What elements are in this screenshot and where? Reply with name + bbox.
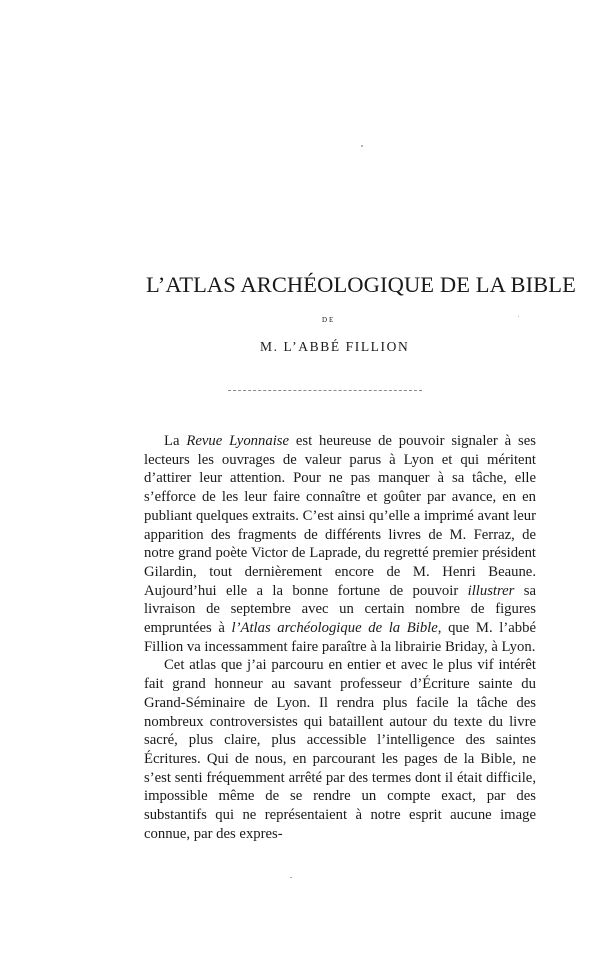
italic-text: illustrer — [467, 582, 515, 599]
text-run: La — [164, 433, 187, 449]
italic-text: l’Atlas archéologique de la Bible — [231, 620, 438, 637]
author-line: M. L’ABBÉ FILLION — [260, 339, 410, 354]
page-speck — [290, 877, 292, 878]
paragraph-1 — [144, 432, 536, 656]
text-run: est heureuse de pouvoir signaler à ses lecteurs les ouvrages de valeur parus à Lyon et qui méritent d’attirer leur attention. Pour ne pas manquer à sa tâche, elle s’efforce de les leur faire connaître et goûter par avance, en en publiant quelques extraits. C’est ainsi qu’elle a imprimé avant leur apparition des fragments de différents livres de M. Ferraz, de notre grand poète Victor de Laprade, du regretté premier président Gilardin, tout dernièrement encore de M. Henri Beaune. Aujourd’hui elle a la bonne fortune de pouvoir — [144, 433, 536, 599]
page-speck — [518, 316, 519, 317]
italic-text: Revue Lyonnaise — [186, 433, 290, 449]
article-body — [144, 432, 536, 843]
article-title: L’ATLAS ARCHÉOLOGIQUE DE LA BIBLE — [146, 272, 576, 297]
text-run: Cet atlas que j’ai parcouru en entier et avec le plus vif intérêt fait grand honneur au savant professeur d’Écriture sainte du Grand-Séminaire de Lyon. Il rendra plus facile la tâche des nombreux controversistes qui bataillent autour du texte du livre sacré, plus claire, plus accessible l’intelligence des saintes Écritures. Qui de nous, en parcourant les pages de la Bible, ne s’est senti fréquemment arrêté par des termes dont il était difficile, impossible même de se rendre un compte exact, par des substantifs qui ne représentaient à notre esprit aucune image connue, par des expres- — [144, 657, 536, 842]
text-run: , que M. l’abbé Fillion va incessamment faire paraître à la librairie Briday, à Lyon. — [144, 620, 536, 655]
section-divider — [228, 390, 422, 391]
title-connector: DE — [322, 316, 336, 324]
text-run: sa livraison de septembre avec un certain nombre de figures empruntées à — [144, 582, 536, 637]
page-speck — [361, 145, 363, 147]
paragraph-2 — [144, 656, 536, 843]
